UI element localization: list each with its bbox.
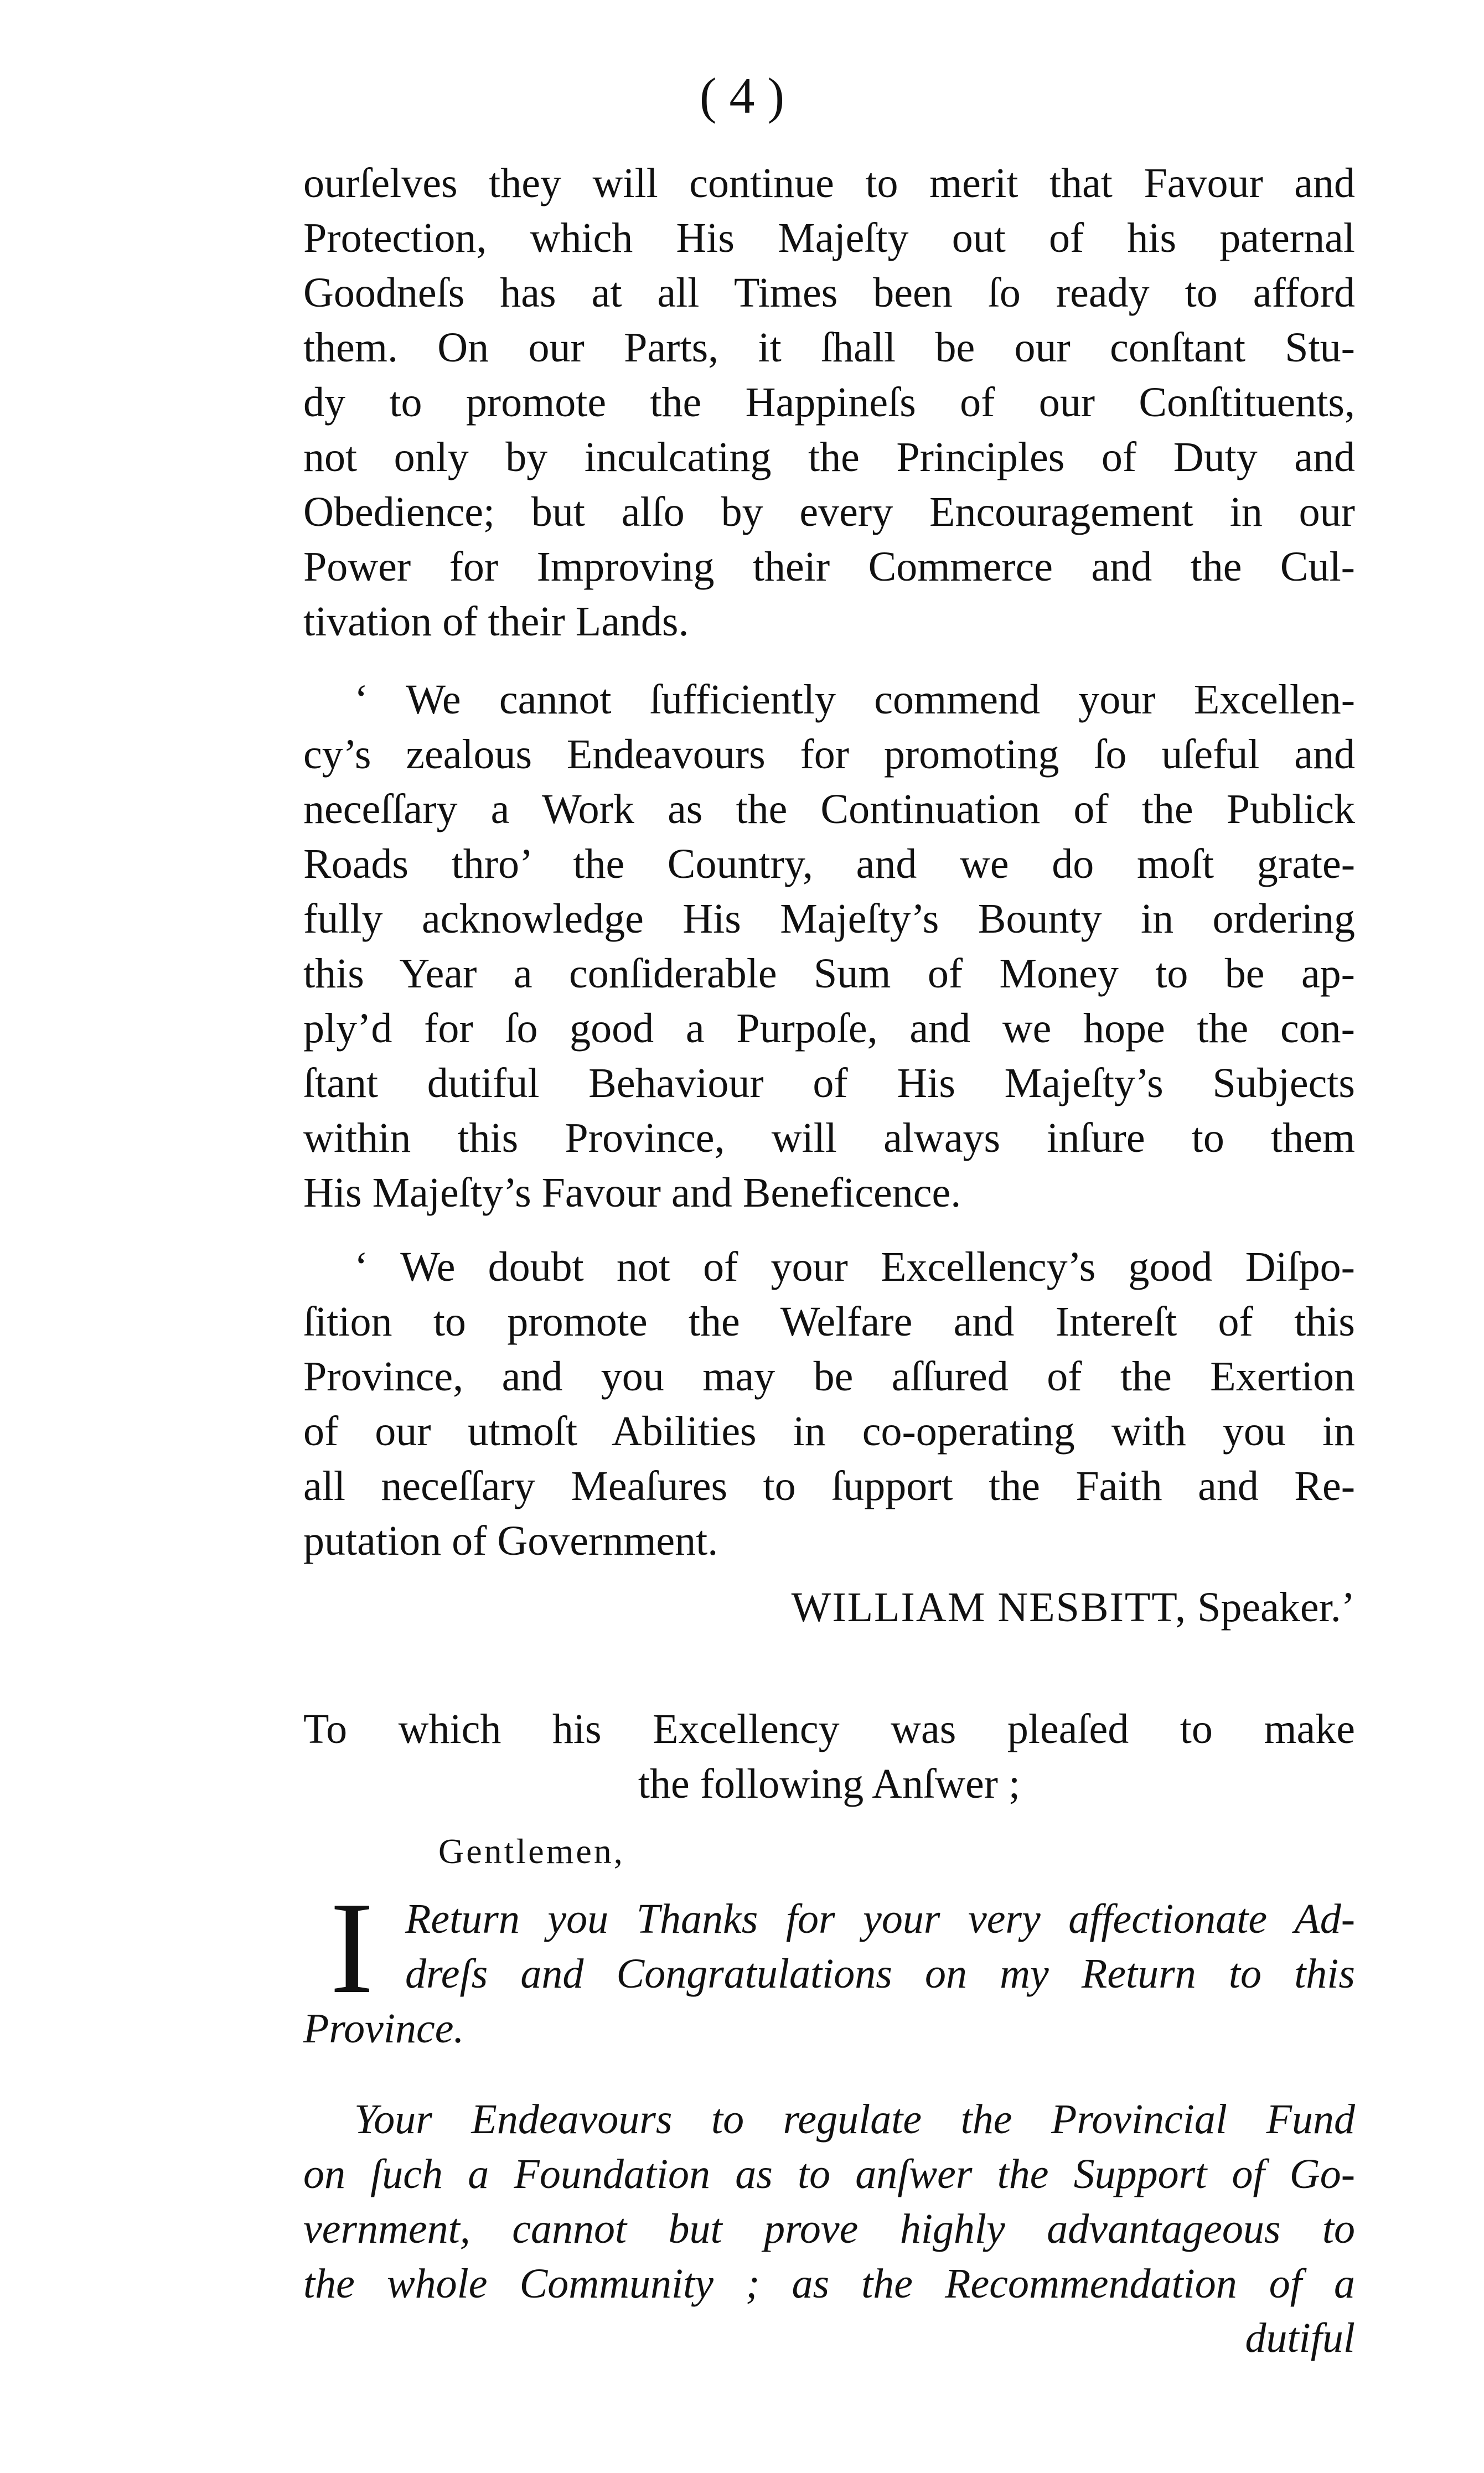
- text-line: ply’d for ſo good a Purpoſe, and we hope the con-: [303, 1005, 1355, 1052]
- text-line: Your Endeavours to regulate the Provincial Fund: [354, 2096, 1355, 2143]
- text-line: Protection, which His Majeſty out of his paternal: [303, 215, 1355, 261]
- text-line: this Year a conſiderable Sum of Money to be ap-: [303, 950, 1355, 997]
- text-line: Province.: [303, 2005, 464, 2052]
- reply-paragraph-fund: [303, 2092, 1355, 2311]
- text-line: within this Province, will always inſure to them: [303, 1115, 1355, 1161]
- page-number: ( 4 ): [699, 68, 785, 124]
- text-line: Power for Improving their Commerce and the Cul-: [303, 544, 1355, 590]
- catchword: dutiful: [1245, 2315, 1355, 2361]
- text-line: them. On our Parts, it ſhall be our conſtant Stu-: [303, 324, 1355, 371]
- text-line: the whole Community ; as the Recommendation of a: [303, 2260, 1355, 2307]
- text-line: ‘ We cannot ſufficiently commend your Excellen-: [354, 676, 1355, 723]
- paragraph-roads: [303, 672, 1355, 1220]
- text-line: on ſuch a Foundation as to anſwer the Support of Go-: [303, 2151, 1355, 2197]
- signature: [303, 1580, 1355, 1635]
- signatory-title: Speaker.’: [1197, 1584, 1355, 1631]
- text-line: Province, and you may be aſſured of the Exertion: [303, 1353, 1355, 1400]
- reply-paragraph-head: [405, 1892, 1355, 2001]
- text-line: dreſs and Congratulations on my Return to this: [405, 1951, 1355, 1997]
- text-line: of our utmoſt Abilities in co-operating with you in: [303, 1408, 1355, 1455]
- text-line: His Majeſty’s Favour and Beneficence.: [303, 1170, 961, 1216]
- text-line: ‘ We doubt not of your Excellency’s good Diſpo-: [354, 1244, 1355, 1290]
- text-line: not only by inculcating the Principles of Duty and: [303, 434, 1355, 480]
- text-line: the following Anſwer ;: [638, 1761, 1021, 1807]
- text-line: ourſelves they will continue to merit that Favour and: [303, 160, 1355, 206]
- drop-cap: I: [330, 1875, 374, 2021]
- text-line: tivation of their Lands.: [303, 598, 689, 645]
- text-line: all neceſſary Meaſures to ſupport the Faith and Re-: [303, 1463, 1355, 1509]
- answer-intro: [303, 1702, 1355, 1812]
- text-line: Roads thro’ the Country, and we do moſt grate-: [303, 841, 1355, 887]
- text-line: To which his Excellency was pleaſed to make: [303, 1706, 1355, 1752]
- reply-paragraph-tail: [303, 2001, 1355, 2056]
- salutation: Gentlemen,: [438, 1832, 625, 1871]
- text-line: vernment, cannot but prove highly advantageous to: [303, 2206, 1355, 2252]
- text-line: dy to promote the Happineſs of our Conſtituents,: [303, 379, 1355, 426]
- text-line: cy’s zealous Endeavours for promoting ſo uſeful and: [303, 731, 1355, 778]
- text-line: ſtant dutiful Behaviour of His Majeſty’s Subjects: [303, 1060, 1355, 1106]
- text-line: Goodneſs has at all Times been ſo ready to afford: [303, 270, 1355, 316]
- signatory-name: WILLIAM NESBITT,: [791, 1584, 1187, 1631]
- text-line: neceſſary a Work as the Continuation of the Publick: [303, 786, 1355, 832]
- text-line: putation of Government.: [303, 1518, 718, 1564]
- text-line: Obedience; but alſo by every Encouragement in our: [303, 489, 1355, 535]
- text-line: ſition to promote the Welfare and Intereſt of this: [303, 1298, 1355, 1345]
- text-line: fully acknowledge His Majeſty’s Bounty in ordering: [303, 896, 1355, 942]
- paragraph-disposition: [303, 1240, 1355, 1569]
- paragraph-continuation: [303, 156, 1355, 649]
- text-line: Return you Thanks for your very affectionate Ad-: [405, 1896, 1355, 1942]
